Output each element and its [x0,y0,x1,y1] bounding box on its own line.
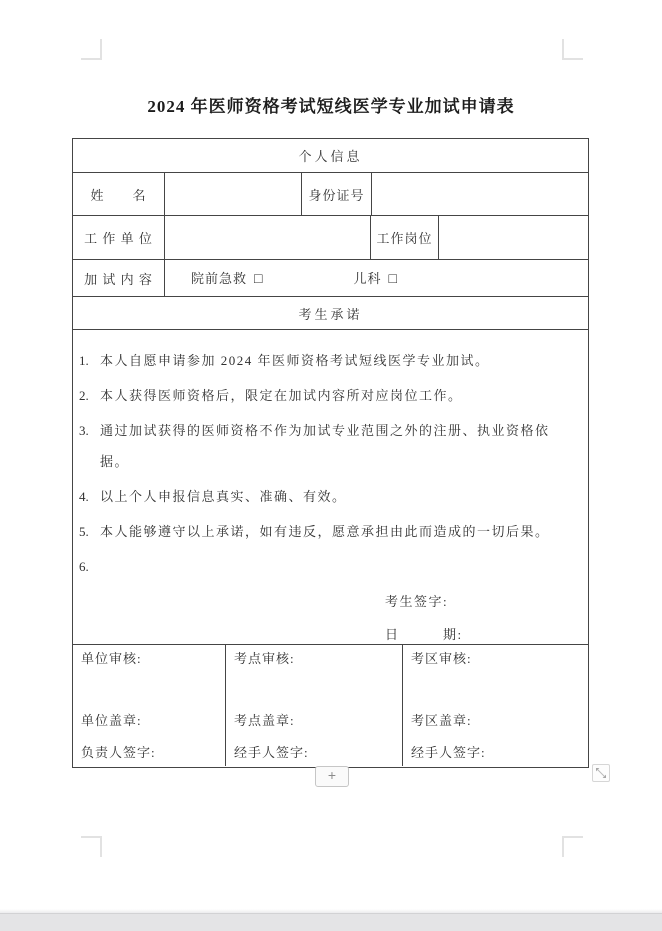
option-prehospital-emergency-label: 院前急救 [191,271,248,286]
personal-info-header: 个人信息 [298,149,363,164]
promise-item-2-number: 2. [79,388,89,403]
promise-item-4-text: 以上个人申报信息真实、准确、有效。 [100,489,347,504]
unit-responsible-signature-label: 负责人签字: [81,745,156,760]
site-handler-signature-label: 经手人签字: [234,745,309,760]
id-number-label: 身份证号 [302,173,372,215]
table-resize-handle[interactable] [592,764,610,782]
promise-item-3 [79,415,576,477]
district-handler-signature-label: 经手人签字: [411,745,486,760]
site-review-cell [226,645,403,766]
site-review-label: 考点审核: [234,651,295,666]
promise-header: 考生承诺 [298,306,363,322]
name-id-row [73,173,588,216]
margin-corner-mark-top-left [81,39,102,60]
application-form-table [72,138,589,768]
nwse-resize-icon [595,767,607,779]
work-post-label: 工作岗位 [371,216,439,259]
unit-seal-label: 单位盖章: [81,713,142,728]
promise-header-row [73,297,588,330]
prehospital-emergency-checkbox[interactable]: □ [254,272,264,287]
add-page-button[interactable]: + [315,766,349,787]
promise-list [73,330,588,644]
examinee-signature-label: 考生签字: [385,594,449,609]
name-input-cell[interactable] [165,173,302,215]
district-review-label: 考区审核: [411,651,472,666]
addtest-content-label: 加 试 内 容 [73,260,165,296]
unit-review-cell [73,645,226,766]
work-unit-label: 工 作 单 位 [73,216,165,259]
work-unit-input-cell[interactable] [165,216,371,259]
promise-item-6-number: 6. [79,559,89,574]
promise-item-4-number: 4. [79,489,89,504]
option-pediatrics [353,268,397,288]
name-label: 姓 名 [73,173,165,215]
promise-row [73,330,588,645]
promise-item-3-number: 3. [79,423,89,438]
site-seal-label: 考点盖章: [234,713,295,728]
promise-item-6-text [100,551,572,582]
promise-item-1-number: 1. [79,353,89,368]
work-post-input-cell[interactable] [439,216,588,259]
promise-item-5-text: 本人能够遵守以上承诺，如有违反，愿意承担由此而造成的一切后果。 [100,524,550,539]
promise-item-6 [79,551,576,582]
unit-review-label: 单位审核: [81,651,142,666]
promise-item-1 [79,345,576,376]
date-label: 日 期: [385,627,463,642]
district-review-cell [403,645,588,766]
promise-item-1-text: 本人自愿申请参加 2024 年医师资格考试短线医学专业加试。 [100,353,490,368]
addtest-options-cell [165,260,588,296]
promise-item-5-number: 5. [79,524,89,539]
work-unit-row [73,216,588,260]
option-pediatrics-label: 儿科 [353,271,382,286]
addtest-content-row [73,260,588,297]
margin-corner-mark-top-right [562,39,583,60]
review-row [73,645,588,766]
pediatrics-checkbox[interactable]: □ [388,272,398,287]
promise-item-3-text: 通过加试获得的医师资格不作为加试专业范围之外的注册、执业资格依据。 [100,423,550,469]
promise-item-2-text: 本人获得医师资格后，限定在加试内容所对应岗位工作。 [100,388,463,403]
margin-corner-mark-bottom-right [562,836,583,857]
option-prehospital-emergency [191,268,263,288]
personal-info-header-row [73,139,588,173]
district-seal-label: 考区盖章: [411,713,472,728]
page-gap-background [0,913,662,931]
margin-corner-mark-bottom-left [81,836,102,857]
promise-item-4 [79,481,576,512]
page-title: 2024 年医师资格考试短线医学专业加试申请表 [147,97,515,116]
promise-item-5 [79,516,576,547]
id-number-input-cell[interactable] [372,173,588,215]
promise-item-2 [79,380,576,411]
